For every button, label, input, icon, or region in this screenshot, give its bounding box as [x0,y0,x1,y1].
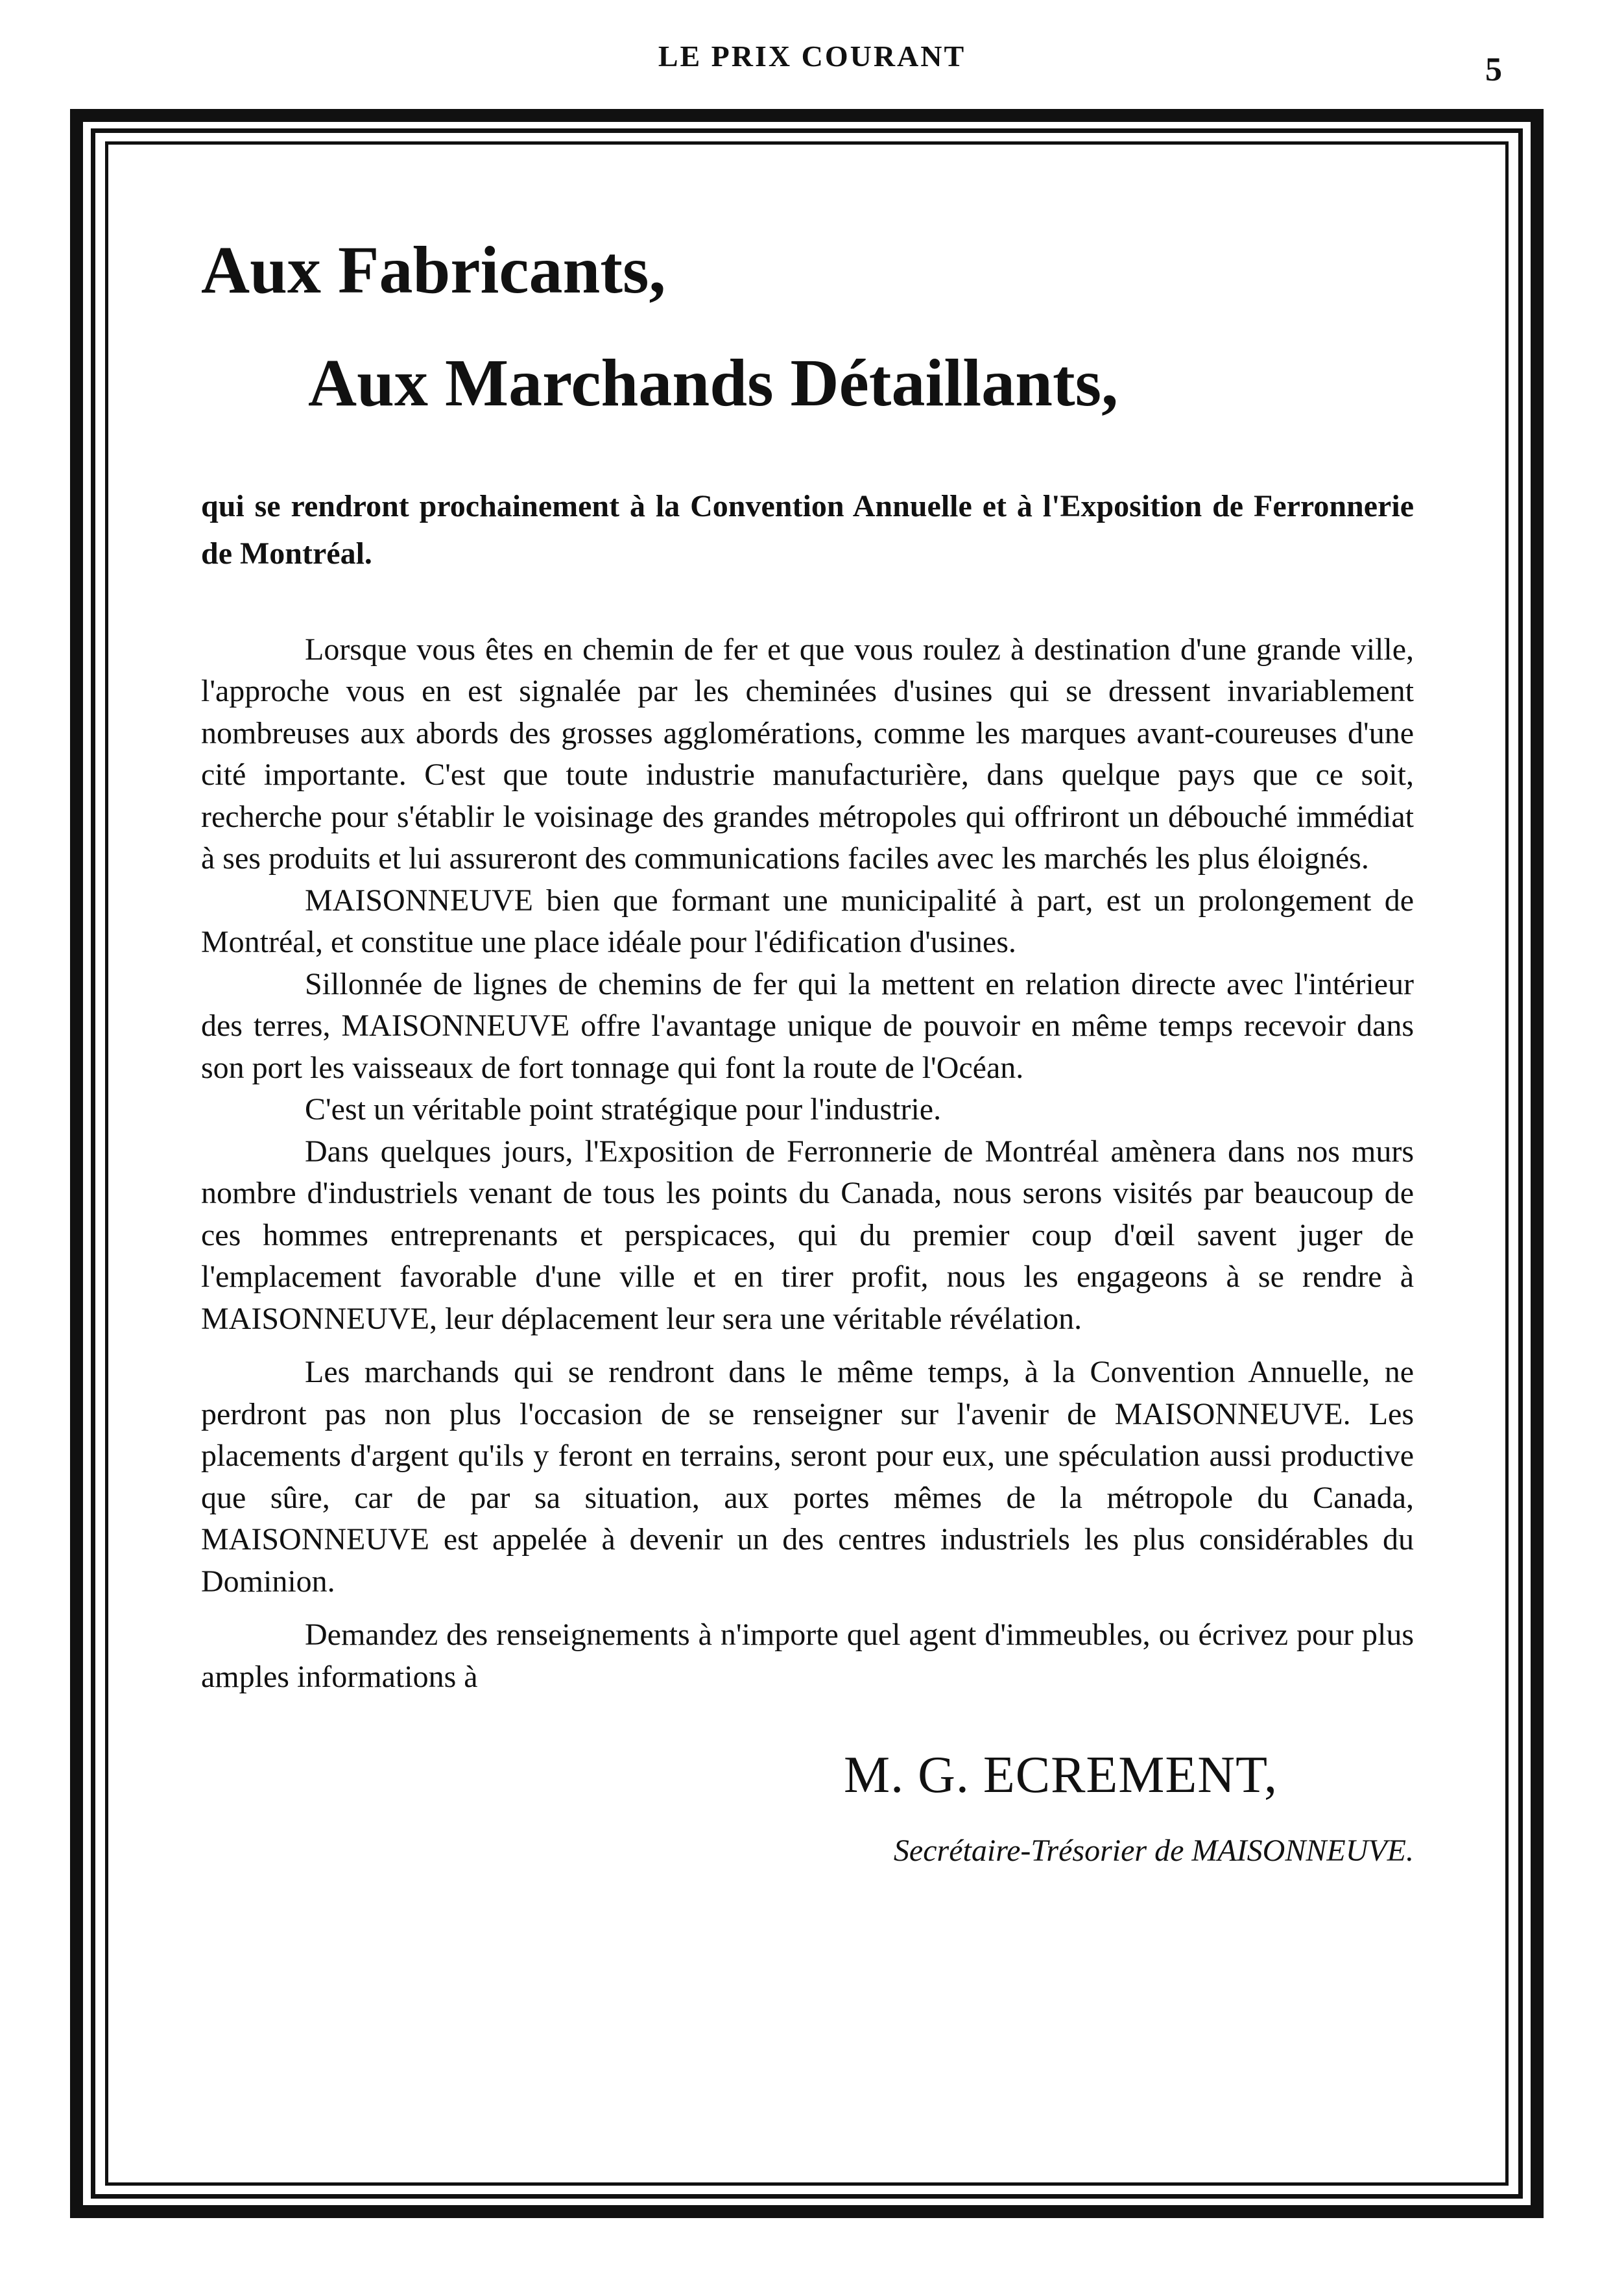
body-text [201,629,1414,1699]
running-head: LE PRIX COURANT [658,40,966,73]
signature-name: M. G. ECREMENT, [843,1747,1278,1804]
paragraph-2: MAISONNEUVE bien que formant une municipalité à part, est un prolongement de Montréal, et constitue une place idéale pour l'édification d'usines. [201,883,1414,960]
signature-title: Secrétaire-Trésorier de MAISONNEUVE. [893,1833,1414,1869]
paragraph-6: Les marchands qui se rendront dans le même temps, à la Convention Annuelle, ne perdront pas non plus l'occasion de se renseigner sur l'avenir de MAISONNEUVE. Les placements d'argent qu'ils y feront en terrains, seront pour eux, une spéculation aussi productive que sûre, car de par sa situation, aux portes mêmes de la métropole du Canada, MAISONNEUVE est appelée à devenir un des centres industriels les plus considérables du Dominion. [201,1355,1414,1599]
heading-marchands: Aux Marchands Détaillants, [308,346,1119,421]
intro-text: qui se rendront prochainement à la Convention Annuelle et à l'Exposition de Ferronnerie de Montréal. [201,488,1414,571]
paragraph-1: Lorsque vous êtes en chemin de fer et que vous roulez à destination d'une grande ville, l'approche vous en est signalée par les cheminées d'usines qui se dressent invariablement nombreuses aux abords des grosses agglomérations, comme les marques avant-coureuses d'une cité importante. C'est que toute industrie manufacturière, dans quelque pays que ce soit, recherche pour s'établir le voisinage des grandes métropoles qui offriront un débouché immédiat à ses produits et lui assureront des communications faciles avec les marchés les plus éloignés. [201,632,1414,876]
paragraph-4: C'est un véritable point stratégique pour l'industrie. [305,1092,942,1127]
paragraph-5: Dans quelques jours, l'Exposition de Ferronnerie de Montréal amènera dans nos murs nombre d'industriels venant de tous les points du Canada, nous serons visités par beaucoup de ces hommes entreprenants et perspicaces, qui du premier coup d'œil savent juger de l'emplacement favorable d'une ville et en tirer profit, nous les engageons à se rendre à MAISONNEUVE, leur déplacement leur sera une véritable révélation. [201,1134,1414,1336]
page-number: 5 [1485,51,1502,88]
advert-content [201,233,1414,1869]
paragraph-7: Demandez des renseignements à n'importe quel agent d'immeubles, ou écrivez pour plus amples informations à [201,1618,1414,1694]
heading-fabricants: Aux Fabricants, [201,233,666,307]
paragraph-3: Sillonnée de lignes de chemins de fer qui la mettent en relation directe avec l'intérieur des terres, MAISONNEUVE offre l'avantage unique de pouvoir en même temps recevoir dans son port les vaisseaux de fort tonnage qui font la route de l'Océan. [201,966,1414,1085]
